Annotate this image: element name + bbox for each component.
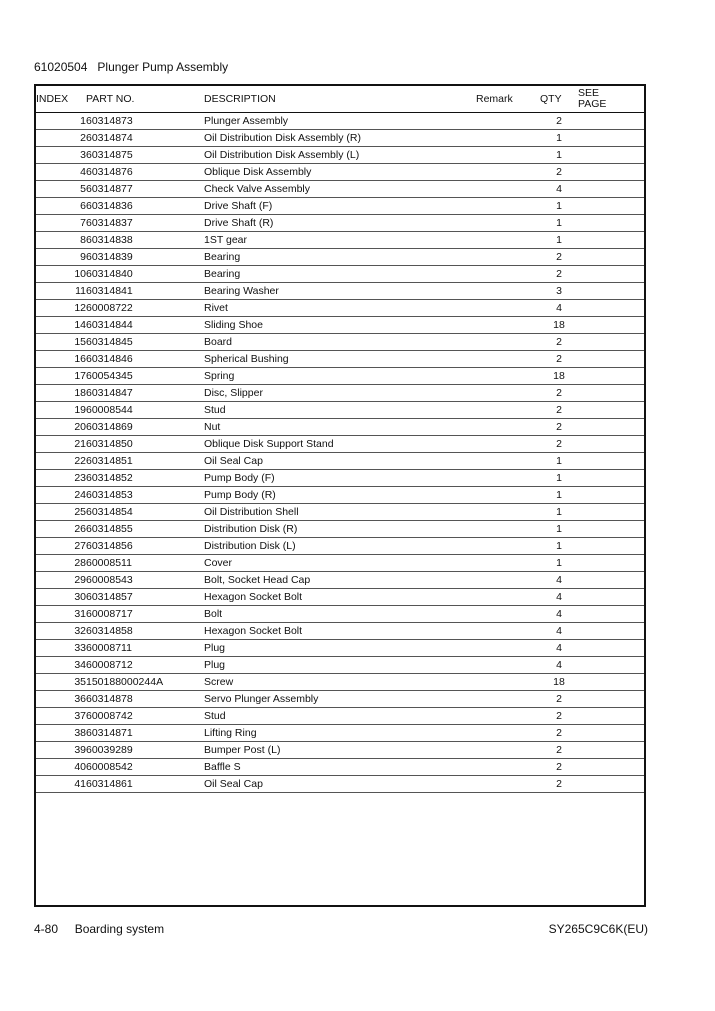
model-code: SY265C9C6K(EU) [548, 922, 648, 936]
table-row [36, 606, 644, 623]
index-cell: 11 [36, 283, 86, 300]
description-cell: Cover [204, 555, 476, 572]
part-no-cell: 60314856 [86, 538, 204, 555]
part-no-cell: 60314858 [86, 623, 204, 640]
qty-cell: 4 [540, 606, 578, 623]
remark-cell [476, 317, 540, 334]
remark-cell [476, 674, 540, 691]
remark-cell [476, 147, 540, 164]
qty-cell: 2 [540, 164, 578, 181]
part-no-cell: 60008742 [86, 708, 204, 725]
see-page-cell [578, 504, 644, 521]
index-cell: 9 [36, 249, 86, 266]
index-cell: 28 [36, 555, 86, 572]
remark-cell [476, 385, 540, 402]
index-cell: 4 [36, 164, 86, 181]
index-cell: 21 [36, 436, 86, 453]
parts-table-body [36, 113, 644, 793]
part-no-cell: 60008712 [86, 657, 204, 674]
table-row [36, 572, 644, 589]
part-no-cell: 60314846 [86, 351, 204, 368]
qty-cell: 4 [540, 657, 578, 674]
index-cell: 35 [36, 674, 86, 691]
table-row [36, 198, 644, 215]
table-row [36, 504, 644, 521]
index-cell: 18 [36, 385, 86, 402]
see-page-cell [578, 181, 644, 198]
part-no-cell: 60008717 [86, 606, 204, 623]
qty-cell: 2 [540, 725, 578, 742]
table-row [36, 130, 644, 147]
see-page-cell [578, 555, 644, 572]
part-no-cell: 60008511 [86, 555, 204, 572]
description-cell: Oil Distribution Shell [204, 504, 476, 521]
table-row [36, 232, 644, 249]
qty-cell: 4 [540, 589, 578, 606]
remark-cell [476, 555, 540, 572]
table-row [36, 538, 644, 555]
remark-cell [476, 725, 540, 742]
see-page-cell [578, 759, 644, 776]
see-page-cell [578, 538, 644, 555]
description-cell: Plug [204, 640, 476, 657]
table-row [36, 623, 644, 640]
part-no-cell: 60008711 [86, 640, 204, 657]
table-row [36, 742, 644, 759]
index-cell: 14 [36, 317, 86, 334]
see-page-cell [578, 334, 644, 351]
qty-cell: 2 [540, 776, 578, 793]
qty-cell: 1 [540, 198, 578, 215]
description-cell: Spring [204, 368, 476, 385]
page-footer-left [34, 922, 164, 936]
remark-cell [476, 657, 540, 674]
table-row [36, 334, 644, 351]
part-no-cell: 60008543 [86, 572, 204, 589]
index-cell: 16 [36, 351, 86, 368]
description-cell: Drive Shaft (F) [204, 198, 476, 215]
qty-cell: 1 [540, 232, 578, 249]
description-cell: Plug [204, 657, 476, 674]
index-cell: 8 [36, 232, 86, 249]
qty-cell: 2 [540, 113, 578, 130]
part-no-cell: 60314844 [86, 317, 204, 334]
index-column-header: INDEX [36, 86, 86, 113]
part-no-cell: 60314838 [86, 232, 204, 249]
remark-cell [476, 572, 540, 589]
description-cell: Oil Distribution Disk Assembly (L) [204, 147, 476, 164]
table-row [36, 215, 644, 232]
description-cell: Oil Seal Cap [204, 776, 476, 793]
description-cell: Hexagon Socket Bolt [204, 589, 476, 606]
remark-cell [476, 436, 540, 453]
qty-cell: 1 [540, 453, 578, 470]
description-cell: Oil Distribution Disk Assembly (R) [204, 130, 476, 147]
remark-cell [476, 164, 540, 181]
part-no-cell: 60314853 [86, 487, 204, 504]
qty-cell: 1 [540, 215, 578, 232]
parts-list-frame [34, 84, 646, 907]
remark-cell [476, 589, 540, 606]
part-no-cell: 60314839 [86, 249, 204, 266]
qty-cell: 18 [540, 674, 578, 691]
table-row [36, 674, 644, 691]
qty-cell: 2 [540, 402, 578, 419]
table-row [36, 487, 644, 504]
see-page-cell [578, 487, 644, 504]
remark-cell [476, 606, 540, 623]
part-no-cell: 60314840 [86, 266, 204, 283]
qty-cell: 2 [540, 266, 578, 283]
description-cell: 1ST gear [204, 232, 476, 249]
remark-cell [476, 470, 540, 487]
index-cell: 40 [36, 759, 86, 776]
description-cell: Pump Body (F) [204, 470, 476, 487]
remark-cell [476, 283, 540, 300]
part-no-cell: 150188000244A [86, 674, 204, 691]
index-cell: 20 [36, 419, 86, 436]
qty-cell: 2 [540, 249, 578, 266]
index-cell: 7 [36, 215, 86, 232]
see-page-cell [578, 606, 644, 623]
qty-cell: 1 [540, 147, 578, 164]
index-cell: 12 [36, 300, 86, 317]
table-row [36, 691, 644, 708]
index-cell: 25 [36, 504, 86, 521]
see-page-cell [578, 623, 644, 640]
description-cell: Distribution Disk (L) [204, 538, 476, 555]
index-cell: 31 [36, 606, 86, 623]
part-no-cell: 60314861 [86, 776, 204, 793]
table-row [36, 249, 644, 266]
table-row [36, 368, 644, 385]
qty-cell: 1 [540, 504, 578, 521]
see-page-cell [578, 215, 644, 232]
part-no-cell: 60054345 [86, 368, 204, 385]
see-page-column-header [578, 86, 644, 113]
part-no-cell: 60314873 [86, 113, 204, 130]
remark-cell [476, 249, 540, 266]
qty-cell: 2 [540, 419, 578, 436]
qty-cell: 1 [540, 130, 578, 147]
table-header-row [36, 86, 644, 113]
qty-cell: 2 [540, 436, 578, 453]
part-no-cell: 60314836 [86, 198, 204, 215]
part-no-cell: 60008544 [86, 402, 204, 419]
remark-cell [476, 130, 540, 147]
page-heading [34, 60, 228, 74]
description-cell: Check Valve Assembly [204, 181, 476, 198]
description-cell: Bearing Washer [204, 283, 476, 300]
index-cell: 30 [36, 589, 86, 606]
index-cell: 22 [36, 453, 86, 470]
table-row [36, 708, 644, 725]
see-page-cell [578, 708, 644, 725]
page-number: 4-80 [34, 922, 59, 936]
see-page-cell [578, 402, 644, 419]
see-page-cell [578, 453, 644, 470]
description-cell: Nut [204, 419, 476, 436]
remark-cell [476, 334, 540, 351]
see-page-cell [578, 657, 644, 674]
parts-table [36, 86, 644, 793]
index-cell: 5 [36, 181, 86, 198]
see-page-cell [578, 164, 644, 181]
see-page-cell [578, 470, 644, 487]
remark-cell [476, 776, 540, 793]
description-cell: Pump Body (R) [204, 487, 476, 504]
remark-cell [476, 640, 540, 657]
table-row [36, 300, 644, 317]
see-page-cell [578, 317, 644, 334]
remark-cell [476, 402, 540, 419]
index-cell: 17 [36, 368, 86, 385]
index-cell: 32 [36, 623, 86, 640]
remark-cell [476, 453, 540, 470]
remark-cell [476, 113, 540, 130]
qty-cell: 3 [540, 283, 578, 300]
see-page-cell [578, 521, 644, 538]
see-page-cell [578, 147, 644, 164]
index-cell: 26 [36, 521, 86, 538]
part-no-cell: 60039289 [86, 742, 204, 759]
see-page-header-line1: SEE [578, 87, 600, 99]
description-cell: Oblique Disk Support Stand [204, 436, 476, 453]
index-cell: 33 [36, 640, 86, 657]
see-page-cell [578, 776, 644, 793]
see-page-cell [578, 385, 644, 402]
qty-cell: 18 [540, 317, 578, 334]
see-page-cell [578, 725, 644, 742]
assembly-code: 61020504 [34, 60, 88, 74]
description-cell: Servo Plunger Assembly [204, 691, 476, 708]
part-no-cell: 60314850 [86, 436, 204, 453]
table-row [36, 419, 644, 436]
see-page-cell [578, 266, 644, 283]
description-cell: Rivet [204, 300, 476, 317]
see-page-cell [578, 742, 644, 759]
see-page-cell [578, 674, 644, 691]
description-cell: Bolt, Socket Head Cap [204, 572, 476, 589]
remark-cell [476, 708, 540, 725]
description-cell: Sliding Shoe [204, 317, 476, 334]
qty-cell: 18 [540, 368, 578, 385]
table-row [36, 147, 644, 164]
qty-cell: 1 [540, 555, 578, 572]
part-no-cell: 60314874 [86, 130, 204, 147]
index-cell: 37 [36, 708, 86, 725]
description-cell: Stud [204, 708, 476, 725]
index-cell: 39 [36, 742, 86, 759]
part-no-cell: 60314854 [86, 504, 204, 521]
see-page-cell [578, 249, 644, 266]
remark-cell [476, 368, 540, 385]
remark-cell [476, 215, 540, 232]
table-row [36, 402, 644, 419]
section-name: Boarding system [74, 922, 165, 936]
remark-cell [476, 198, 540, 215]
table-row [36, 164, 644, 181]
table-row [36, 657, 644, 674]
index-cell: 23 [36, 470, 86, 487]
index-cell: 1 [36, 113, 86, 130]
see-page-cell [578, 368, 644, 385]
part-no-column-header: PART NO. [86, 86, 204, 113]
index-cell: 34 [36, 657, 86, 674]
qty-cell: 2 [540, 691, 578, 708]
qty-cell: 1 [540, 538, 578, 555]
index-cell: 36 [36, 691, 86, 708]
part-no-cell: 60314875 [86, 147, 204, 164]
description-cell: Hexagon Socket Bolt [204, 623, 476, 640]
remark-cell [476, 504, 540, 521]
remark-cell [476, 232, 540, 249]
description-cell: Drive Shaft (R) [204, 215, 476, 232]
qty-cell: 4 [540, 181, 578, 198]
table-row [36, 113, 644, 130]
table-row [36, 385, 644, 402]
description-cell: Bearing [204, 266, 476, 283]
part-no-cell: 60314877 [86, 181, 204, 198]
remark-cell [476, 691, 540, 708]
part-no-cell: 60314878 [86, 691, 204, 708]
index-cell: 27 [36, 538, 86, 555]
see-page-header-line2: PAGE [578, 98, 607, 110]
remark-cell [476, 538, 540, 555]
qty-column-header: QTY [540, 86, 578, 113]
description-cell: Plunger Assembly [204, 113, 476, 130]
description-cell: Bearing [204, 249, 476, 266]
part-no-cell: 60314847 [86, 385, 204, 402]
table-row [36, 317, 644, 334]
part-no-cell: 60314876 [86, 164, 204, 181]
description-cell: Distribution Disk (R) [204, 521, 476, 538]
remark-cell [476, 521, 540, 538]
qty-cell: 2 [540, 759, 578, 776]
remark-cell [476, 181, 540, 198]
see-page-cell [578, 691, 644, 708]
table-row [36, 181, 644, 198]
assembly-title: Plunger Pump Assembly [97, 60, 229, 74]
see-page-cell [578, 300, 644, 317]
index-cell: 15 [36, 334, 86, 351]
description-cell: Board [204, 334, 476, 351]
table-row [36, 640, 644, 657]
table-row [36, 266, 644, 283]
see-page-cell [578, 351, 644, 368]
part-no-cell: 60314851 [86, 453, 204, 470]
see-page-cell [578, 283, 644, 300]
index-cell: 2 [36, 130, 86, 147]
remark-cell [476, 266, 540, 283]
table-row [36, 776, 644, 793]
description-cell: Baffle S [204, 759, 476, 776]
see-page-cell [578, 436, 644, 453]
part-no-cell: 60314852 [86, 470, 204, 487]
part-no-cell: 60314857 [86, 589, 204, 606]
remark-cell [476, 742, 540, 759]
remark-cell [476, 623, 540, 640]
table-row [36, 759, 644, 776]
qty-cell: 4 [540, 572, 578, 589]
description-cell: Lifting Ring [204, 725, 476, 742]
index-cell: 29 [36, 572, 86, 589]
table-row [36, 521, 644, 538]
part-no-cell: 60008542 [86, 759, 204, 776]
see-page-cell [578, 419, 644, 436]
index-cell: 19 [36, 402, 86, 419]
description-cell: Stud [204, 402, 476, 419]
remark-cell [476, 487, 540, 504]
description-cell: Spherical Bushing [204, 351, 476, 368]
part-no-cell: 60314837 [86, 215, 204, 232]
part-no-cell: 60314841 [86, 283, 204, 300]
description-column-header: DESCRIPTION [204, 86, 476, 113]
table-row [36, 283, 644, 300]
remark-cell [476, 300, 540, 317]
part-no-cell: 60314871 [86, 725, 204, 742]
see-page-cell [578, 130, 644, 147]
table-row [36, 351, 644, 368]
table-row [36, 725, 644, 742]
qty-cell: 2 [540, 742, 578, 759]
qty-cell: 1 [540, 470, 578, 487]
index-cell: 3 [36, 147, 86, 164]
part-no-cell: 60314869 [86, 419, 204, 436]
qty-cell: 2 [540, 351, 578, 368]
description-cell: Oil Seal Cap [204, 453, 476, 470]
see-page-cell [578, 198, 644, 215]
qty-cell: 4 [540, 300, 578, 317]
qty-cell: 4 [540, 623, 578, 640]
qty-cell: 1 [540, 521, 578, 538]
see-page-cell [578, 589, 644, 606]
part-no-cell: 60314855 [86, 521, 204, 538]
description-cell: Bolt [204, 606, 476, 623]
table-row [36, 470, 644, 487]
part-no-cell: 60008722 [86, 300, 204, 317]
part-no-cell: 60314845 [86, 334, 204, 351]
table-row [36, 436, 644, 453]
remark-cell [476, 419, 540, 436]
description-cell: Oblique Disk Assembly [204, 164, 476, 181]
qty-cell: 2 [540, 334, 578, 351]
qty-cell: 4 [540, 640, 578, 657]
index-cell: 10 [36, 266, 86, 283]
index-cell: 41 [36, 776, 86, 793]
index-cell: 6 [36, 198, 86, 215]
see-page-cell [578, 232, 644, 249]
description-cell: Screw [204, 674, 476, 691]
remark-column-header: Remark [476, 86, 540, 113]
remark-cell [476, 759, 540, 776]
description-cell: Bumper Post (L) [204, 742, 476, 759]
see-page-cell [578, 113, 644, 130]
qty-cell: 2 [540, 708, 578, 725]
see-page-cell [578, 640, 644, 657]
index-cell: 38 [36, 725, 86, 742]
qty-cell: 2 [540, 385, 578, 402]
qty-cell: 1 [540, 487, 578, 504]
remark-cell [476, 351, 540, 368]
see-page-cell [578, 572, 644, 589]
table-row [36, 589, 644, 606]
description-cell: Disc, Slipper [204, 385, 476, 402]
index-cell: 24 [36, 487, 86, 504]
table-row [36, 453, 644, 470]
table-row [36, 555, 644, 572]
